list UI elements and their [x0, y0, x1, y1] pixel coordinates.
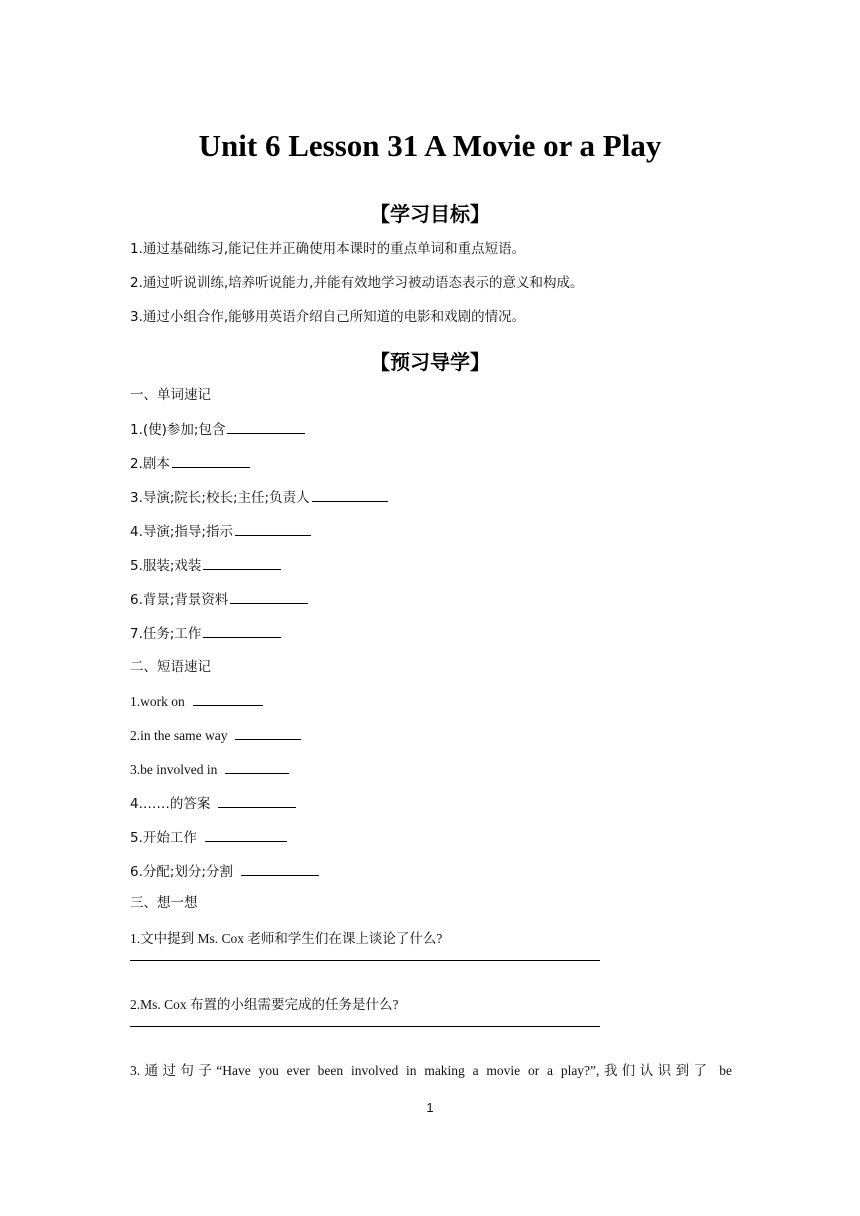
- answer-blank[interactable]: [172, 454, 250, 468]
- goal-item: 3.通过小组合作,能够用英语介绍自己所知道的电影和戏剧的情况。: [130, 309, 526, 325]
- answer-blank[interactable]: [203, 556, 281, 570]
- part-heading-words: 一、单词速记: [130, 387, 211, 403]
- answer-blank[interactable]: [230, 590, 308, 604]
- phrase-item-label: 5.开始工作: [130, 830, 197, 846]
- phrase-item: [130, 726, 301, 745]
- answer-line[interactable]: [130, 1026, 600, 1027]
- answer-blank[interactable]: [203, 624, 281, 638]
- phrase-item: [130, 760, 289, 779]
- answer-blank[interactable]: [218, 794, 296, 808]
- phrase-item: [130, 794, 296, 813]
- word-item-label: 2.剧本: [130, 456, 170, 472]
- goal-item: 1.通过基础练习,能记住并正确使用本课时的重点单词和重点短语。: [130, 241, 526, 257]
- phrase-item-label: 1.work on: [130, 694, 185, 709]
- section-heading-goals: 【学习目标】: [370, 202, 490, 226]
- word-item-label: 6.背景;背景资料: [130, 592, 229, 608]
- word-item: [130, 488, 388, 507]
- word-item: [130, 454, 250, 473]
- phrase-item-label: 3.be involved in: [130, 762, 218, 777]
- word-item-label: 1.(使)参加;包含: [130, 422, 226, 438]
- word-item: [130, 522, 311, 541]
- answer-blank[interactable]: [205, 828, 287, 842]
- phrase-item-label: 6.分配;划分;分割: [130, 864, 233, 880]
- phrase-item-label: 2.in the same way: [130, 728, 228, 743]
- question-2: 2.Ms. Cox 布置的小组需要完成的任务是什么?: [130, 997, 399, 1012]
- document-title: Unit 6 Lesson 31 A Movie or a Play: [198, 128, 662, 163]
- answer-blank[interactable]: [193, 692, 263, 706]
- answer-blank[interactable]: [227, 420, 305, 434]
- section-heading-preview: 【预习导学】: [370, 350, 490, 374]
- question-3: 3.通过句子“Have you ever been involved in making a movie or a play?”,我们认识到了 be: [130, 1063, 732, 1078]
- page-number: 1: [426, 1100, 434, 1115]
- answer-blank[interactable]: [312, 488, 388, 502]
- phrase-item: [130, 692, 263, 711]
- answer-blank[interactable]: [235, 726, 301, 740]
- phrase-item: [130, 862, 319, 881]
- answer-blank[interactable]: [241, 862, 319, 876]
- goal-item: 2.通过听说训练,培养听说能力,并能有效地学习被动语态表示的意义和构成。: [130, 275, 584, 291]
- question-1: 1.文中提到 Ms. Cox 老师和学生们在课上谈论了什么?: [130, 931, 443, 946]
- answer-blank[interactable]: [225, 760, 289, 774]
- part-heading-phrases: 二、短语速记: [130, 659, 211, 675]
- word-item: [130, 420, 305, 439]
- word-item-label: 7.任务;工作: [130, 626, 202, 642]
- part-heading-think: 三、想一想: [130, 895, 198, 911]
- answer-line[interactable]: [130, 960, 600, 961]
- word-item: [130, 590, 308, 609]
- phrase-item: [130, 828, 287, 847]
- word-item: [130, 556, 281, 575]
- word-item: [130, 624, 281, 643]
- word-item-label: 3.导演;院长;校长;主任;负责人: [130, 490, 310, 506]
- phrase-item-label: 4.……的答案: [130, 796, 211, 812]
- word-item-label: 4.导演;指导;指示: [130, 524, 233, 540]
- answer-blank[interactable]: [235, 522, 311, 536]
- word-item-label: 5.服装;戏装: [130, 558, 202, 574]
